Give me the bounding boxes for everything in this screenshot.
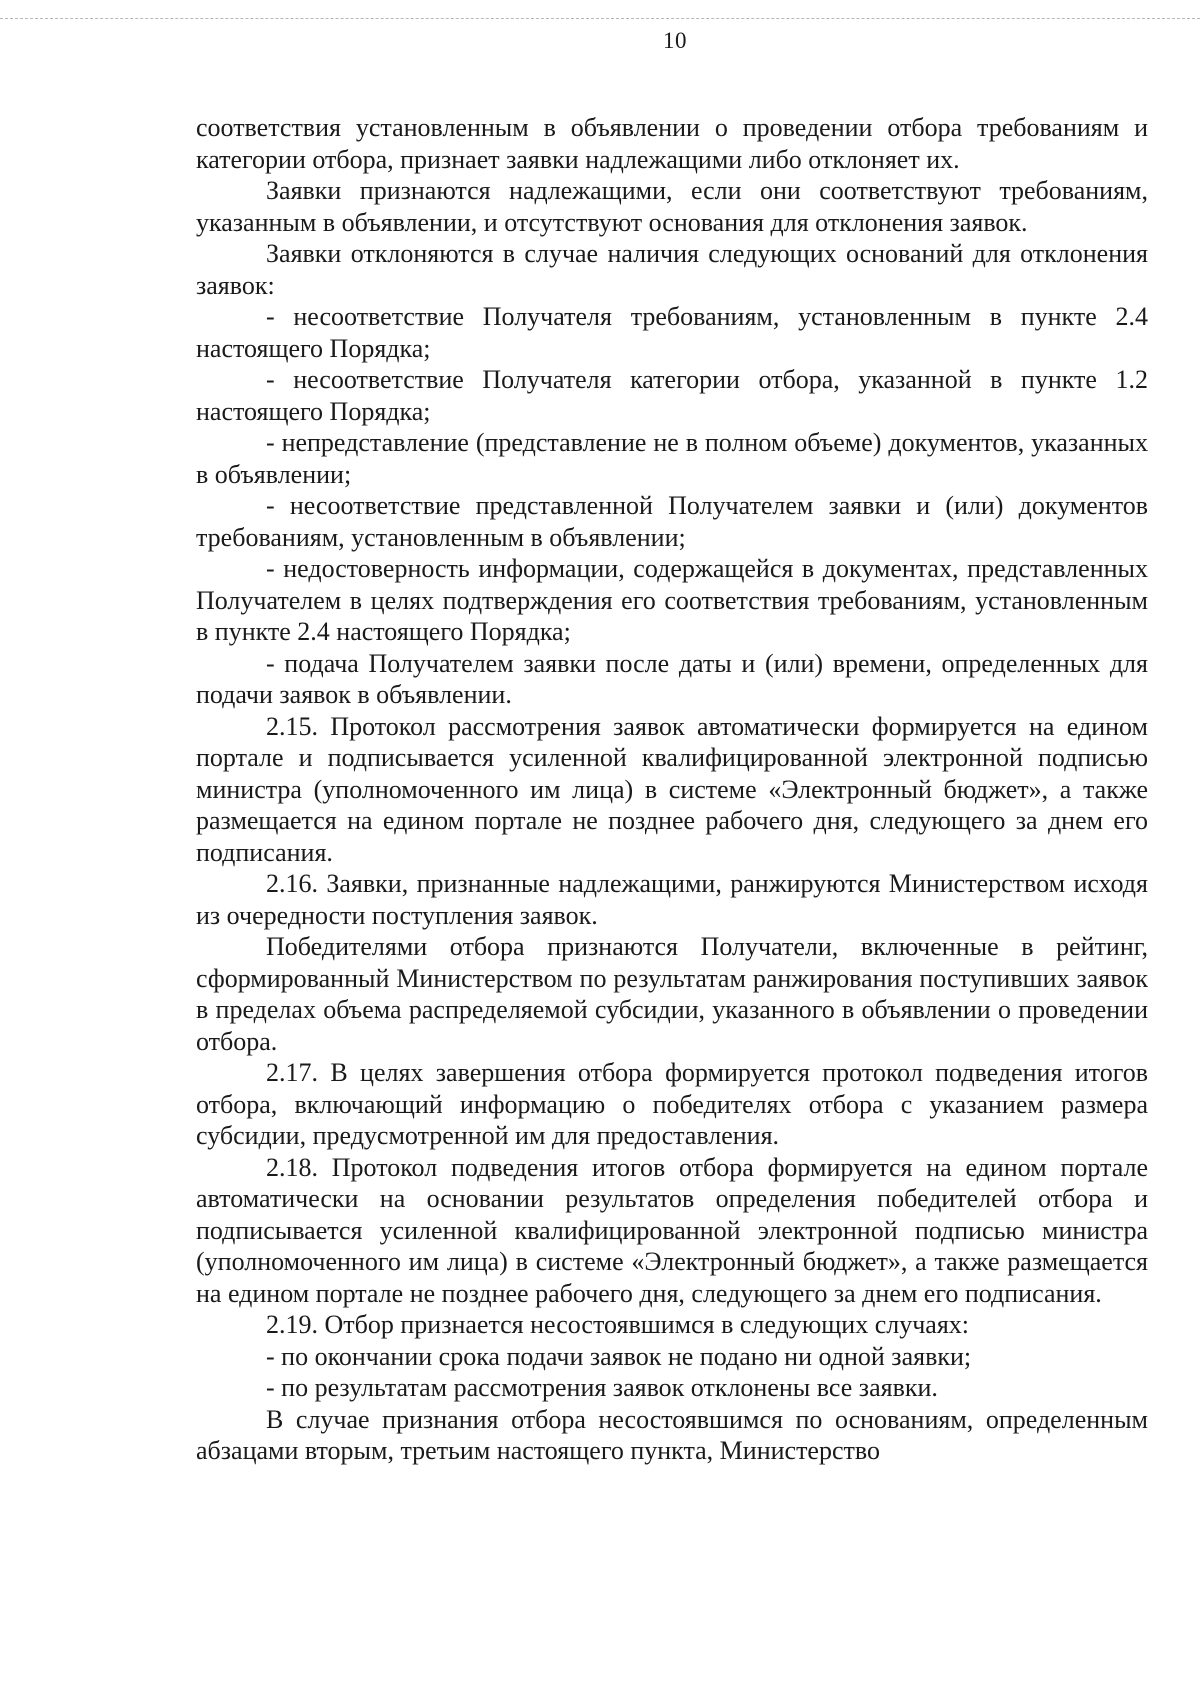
list-item: - несоответствие представленной Получателем заявки и (или) документов требованиям, установленным в объявлении; [196,491,1148,552]
list-item: - по результатам рассмотрения заявок отклонены все заявки. [266,1373,938,1402]
document-body [196,112,1148,1467]
list-item: - несоответствие Получателя категории отбора, указанной в пункте 1.2 настоящего Порядка; [196,365,1148,426]
list-item: - по окончании срока подачи заявок не подано ни одной заявки; [266,1341,972,1371]
paragraph-2-18: 2.18. Протокол подведения итогов отбора формируется на едином портале автоматически на основании результатов определения победителей отбора и подписывается усиленной квалифицированной электронной подписью министра (уполномоченного им лица) в системе «Электронный бюджет», а также размещается на едином портале не позднее рабочего дня, следующего за днем его подписания. [196,1152,1148,1308]
list-item: - недостоверность информации, содержащейся в документах, представленных Получателем в целях подтверждения его соответствия требованиям, установленным в пункте 2.4 настоящего Порядка; [196,554,1148,646]
list-item: - несоответствие Получателя требованиям, установленным в пункте 2.4 настоящего Порядка; [196,302,1148,363]
paragraph-2-16: 2.16. Заявки, признанные надлежащими, ранжируются Министерством исходя из очередности поступления заявок. [196,869,1148,930]
paragraph-2-19: 2.19. Отбор признается несостоявшимся в следующих случаях: [266,1310,970,1339]
paragraph: Заявки отклоняются в случае наличия следующих оснований для отклонения заявок: [196,239,1148,300]
paragraph-2-17: 2.17. В целях завершения отбора формируется протокол подведения итогов отбора, включающий информацию о победителях отбора с указанием размера субсидии, предусмотренной им для предоставления. [196,1058,1148,1150]
paragraph: В случае признания отбора несостоявшимся по основаниям, определенным абзацами вторым, третьим настоящего пункта, Министерство [196,1404,1148,1465]
page-number: 10 [663,28,687,53]
scan-edge-line [0,18,1200,19]
list-item: - непредставление (представление не в полном объеме) документов, указанных в объявлении; [196,428,1148,489]
paragraph: Победителями отбора признаются Получатели, включенные в рейтинг, сформированный Министерством по результатам ранжирования поступивших заявок в пределах объема распределяемой субсидии, указанного в объявлении о проведении отбора. [196,932,1148,1056]
paragraph: соответствия установленным в объявлении о проведении отбора требованиям и категории отбора, признает заявки надлежащими либо отклоняет их. [196,113,1148,174]
list-item: - подача Получателем заявки после даты и (или) времени, определенных для подачи заявок в объявлении. [196,648,1148,709]
paragraph: Заявки признаются надлежащими, если они соответствуют требованиям, указанным в объявлении, и отсутствуют основания для отклонения заявок. [196,176,1148,237]
paragraph-2-15: 2.15. Протокол рассмотрения заявок автоматически формируется на едином портале и подписывается усиленной квалифицированной электронной подписью министра (уполномоченного им лица) в системе «Электронный бюджет», а также размещается на едином портале не позднее рабочего дня, следующего за днем его подписания. [196,711,1148,867]
